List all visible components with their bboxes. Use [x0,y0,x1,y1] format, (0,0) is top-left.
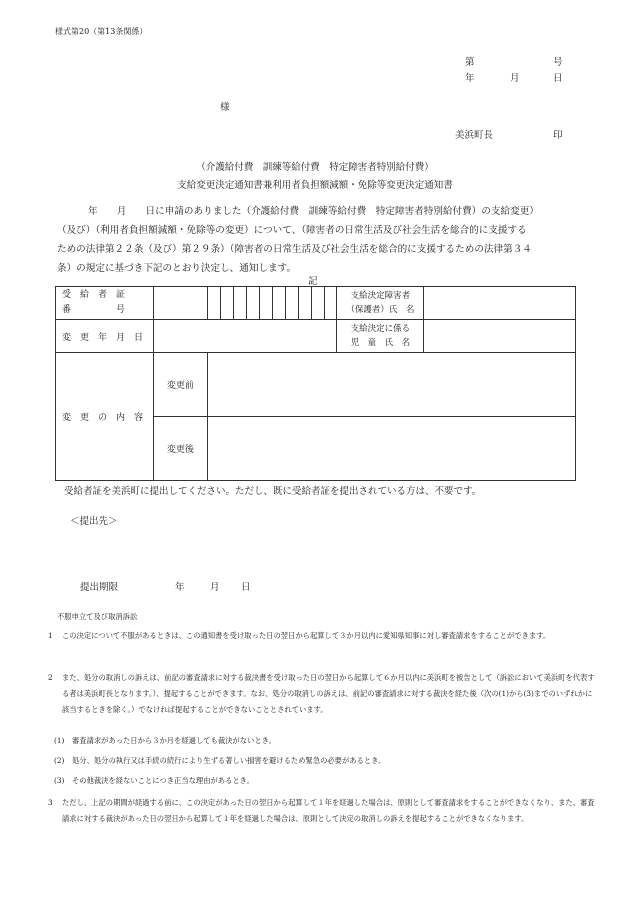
note-text: この決定について不服があるときは、この通知書を受け取った日の翌日から起算して３か月以内に愛知県知事に対し審査請求をすることができます。 [62,631,551,640]
child-name-label [337,320,424,353]
note-item [48,628,598,644]
change-contents-label: 変 更 の 内 容 [56,353,154,481]
date-day: 日 [553,73,563,84]
cert-digit [246,287,259,320]
seal-mark: 印 [553,130,563,141]
cert-digit [272,287,285,320]
change-date-cell [153,320,337,353]
decision-holder-name-cell [424,287,576,320]
sub-note-number: (2) [54,756,65,765]
cert-digit [233,287,246,320]
notes-list-2 [48,670,598,718]
title-line-1: （介護給付費 訓練等給付費 特定障害者特別給付費） [196,162,434,173]
sub-note-item [48,773,598,789]
deadline-day: 日 [241,582,251,593]
note-text: ただし、上記の期間が経過する前に、この決定があった日の翌日から起算して１年を経過した場合は、原則として審査請求をすることができなくなり、また、審査請求に対する裁決があった日の翌日から起算して１年を経過した場合は、原則として決定の取消しの訴えを提起することができなくなります。 [62,798,595,823]
cert-digit [207,287,220,320]
sub-note-number: (1) [54,736,65,745]
sub-note-text: 処分、処分の執行又は手続の続行により生ずる著しい損害を避けるため緊急の必要があるとき。 [72,756,386,765]
date-year: 年 [465,73,475,84]
child-name-cell [424,320,576,353]
addressee-suffix: 様 [220,102,230,113]
date-month: 月 [510,73,520,84]
decision-holder-label-2: （保護者）氏 名 [346,305,415,315]
cert-digit [259,287,272,320]
cert-number-label-1: 受 給 者 証 [62,290,126,300]
sub-note-item [48,733,598,749]
cert-number-label-2: 番 号 [62,305,126,315]
note-item [48,795,598,827]
cert-digit [324,287,337,320]
sub-note-number: (3) [54,776,65,785]
submit-note: 受給者証を美浜町に提出してください。ただし、既に受給者証を提出されている方は、不要です。 [64,486,482,497]
sub-note-text: その他裁決を経ないことにつき正当な理由があるとき。 [72,776,254,785]
number-suffix: 号 [553,57,563,68]
decision-holder-label [337,287,424,320]
deadline-year: 年 [175,582,185,593]
child-name-label-2: 児 童 氏 名 [350,338,411,348]
decision-holder-label-1: 支給決定障害者 [350,291,411,301]
intro-line-4: 条）の規定に基づき下記のとおり決定し、通知します。 [57,263,297,274]
note-item [48,670,598,718]
intro-line-1: 年 月 日に申請のありました（介護給付費 訓練等給付費 特定障害者特別給付費）の支給変更） [88,206,539,217]
change-details-table [55,286,576,481]
sub-notes [48,733,598,789]
notes-list [48,628,598,644]
intro-line-2: （及び）（利用者負担額減額・免除等の変更）について、（障害者の日常生活及び社会生活を総合的に支援する [57,225,527,236]
cert-digit [220,287,233,320]
cert-digit [153,287,207,320]
before-label: 変更前 [153,353,207,417]
notes-heading: 不服申立て及び取消訴訟 [57,612,138,621]
note-number: 3 [48,798,53,807]
cert-number-label [56,287,154,320]
deadline-label: 提出期限 [80,582,119,593]
title-line-2: 支給変更決定通知書兼利用者負担額減額・免除等変更決定通知書 [177,180,453,191]
intro-line-3: ための法律第２２条（及び）第２９条）（障害者の日常生活及び社会生活を総合的に支援するための法律第３４ [57,244,532,255]
child-name-label-1: 支給決定に係る [350,324,411,334]
cert-digit [298,287,311,320]
cert-digit [285,287,298,320]
note-number: 2 [48,673,53,682]
form-id: 様式第20（第13条関係） [55,27,148,36]
submit-to-label: ＜提出先＞ [70,516,118,527]
notes-list-3 [48,795,598,827]
before-cell [207,353,575,417]
after-label: 変更後 [153,417,207,481]
note-text: また、処分の取消しの訴えは、前記の審査請求に対する裁決書を受け取った日の翌日から起算して６か月以内に美浜町を被告として（訴訟において美浜町を代表する者は美浜町長となります。）、提起することができます。なお、処分の取消しの訴えは、前記の審査請求に対する裁決を経た後（次の(1)から(3)までのいずれかに該当するときを除く。）でなければ提起することができないこととされています。 [62,673,595,714]
after-cell [207,417,575,481]
issuer: 美浜町長 [455,130,494,141]
sub-note-item [48,753,598,769]
note-number: 1 [48,631,53,640]
number-prefix: 第 [465,57,475,68]
sub-note-text: 審査請求があった日から３か月を経過しても裁決がないとき。 [72,736,276,745]
deadline-month: 月 [210,582,220,593]
change-date-label: 変 更 年 月 日 [56,320,154,353]
ki-mark: 記 [308,276,318,287]
cert-digit [311,287,324,320]
